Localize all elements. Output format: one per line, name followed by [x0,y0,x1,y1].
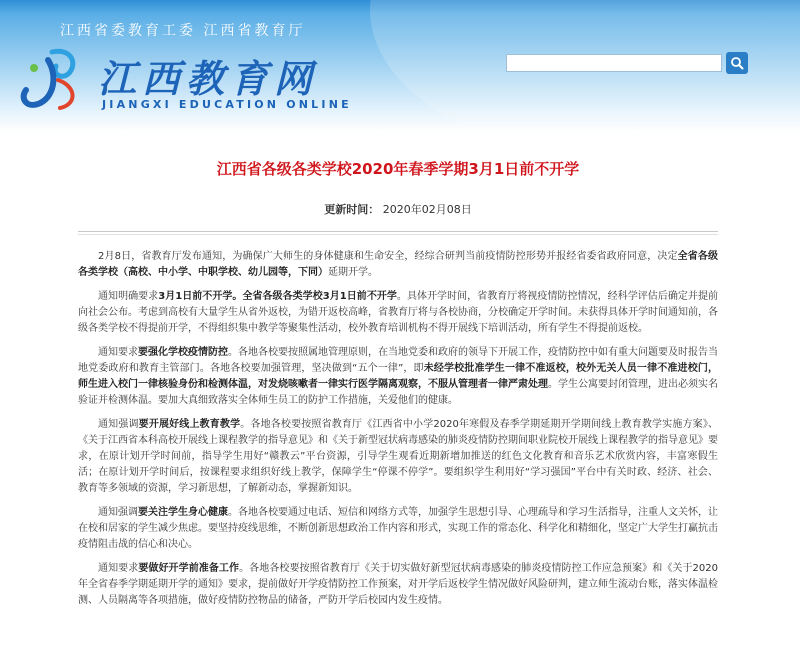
paragraph-text: 。各地各校要按照省教育厅《江西省中小学2020年寒假及春季学期延期开学期间线上教育教学实施方案》、《关于江西省本科高校开展线上课程教学的指导意见》和《关于新型冠状病毒感染的肺炎疫情防控期间职业院校开展线上课程教学的指导意见》要求，在原计划开学时间前，指导学生用好“赣教云”平台资源，引导学生观看近期新增加推送的红色文化教育和音乐艺术欣赏内容，丰富寒假生活；在原计划开学时间后，按课程要求组织好线上教学，保障学生“停课不停学”。要组织学生利用好“学习强国”平台中有关时政、经济、社会、教育等多领域的资源，学习新思想，了解新动态，掌握新知识。 [78,419,719,494]
paragraph-text: 。各地各校要按照省教育厅《关于切实做好新型冠状病毒感染的肺炎疫情防控工作应急预案》和《关于2020年全省春季学期延期开学的通知》要求，提前做好开学疫情防控工作预案，对开学后返校学生情况做好风险研判，建立师生流动台账，落实体温检测、人员隔离等各项措施，做好疫情防控物品的储备，严防开学后校园内发生疫情。 [78,563,719,606]
search-input[interactable] [506,54,722,72]
article-paragraph [78,505,718,553]
update-time: 2020年02月08日 [382,203,472,216]
paragraph-bold-text: 全省各级各类学校（高校、中小学、中职学校、幼儿园等，下同） [78,251,718,278]
article-paragraph [78,289,718,337]
site-header [0,0,800,132]
site-subtitle: JIANGXI EDUCATION ONLINE [102,98,352,111]
article-title: 江西省各级各类学校2020年春季学期3月1日前不开学 [216,160,580,178]
paragraph-text: 。各地各校要通过电话、短信和网络方式等，加强学生思想引导、心理疏导和学习生活指导，注重人文关怀，让在校和居家的学生减少焦虑。要坚持疫线思维，不断创新思想政治工作内容和形式，实现工作的常态化、科学化和精细化，坚定广大学生打赢抗击疫情阻击战的信心和决心。 [78,507,718,550]
paragraph-bold-text: 要强化学校疫情防控 [138,347,228,358]
paragraph-text: 2月8日，省教育厅发布通知，为确保广大师生的身体健康和生命安全，经综合研判当前疫情防控形势并报经省委省政府同意，决定 [98,251,678,262]
article-meta [78,201,718,217]
paragraph-text: 通知要求 [98,347,138,358]
paragraph-text: 通知要求 [98,563,139,574]
article-paragraph [78,561,718,609]
paragraph-text: 。各地各校要按照属地管理原则，在当地党委和政府的领导下开展工作，疫情防控中如有重大问题要及时报告当地党委政府和教育主管部门。各地各校要加强管理，坚决做到“五个一律”，即 [78,347,718,374]
divider [78,234,718,235]
paragraph-bold-text: 要做好开学前准备工作 [138,563,240,574]
paragraph-bold-text: 要关注学生身心健康 [138,507,228,518]
org-line: 江西省委教育工委 江西省教育厅 [60,23,306,39]
divider [78,231,718,232]
article-paragraph [78,345,718,409]
paragraph-text: 通知强调 [98,507,138,518]
jiangxi-logo-icon[interactable] [18,46,80,112]
article-paragraph [78,417,718,497]
site-name-logo[interactable]: 江西教育网 [98,56,319,101]
article-body [78,249,718,609]
article-paragraph [78,249,718,281]
article-container [78,134,718,617]
paragraph-text: 通知强调 [98,419,139,430]
paragraph-text: 。学生公寓要封闭管理，进出必须实名验证并检测体温。要加大真细致落实全体师生员工的防护工作措施，关爱他们的健康。 [78,379,718,406]
paragraph-bold-text: 未经学校批准学生一律不准返校，校外无关人员一律不准进校门，师生进入校门一律核验身份和检测体温，对发烧咳嗽者一律实行医学隔离观察，不服从管理者一律严肃处理 [78,363,718,390]
paragraph-bold-text: 要开展好线上教育教学 [138,419,241,430]
paragraph-bold-text: 3月1日前不开学。全省各级各类学校3月1日前不开学 [158,291,397,302]
search-button[interactable] [726,52,748,74]
paragraph-text: 延期开学。 [328,267,378,278]
paragraph-text: 通知明确要求 [98,291,159,302]
update-label: 更新时间： [324,203,380,216]
search-icon [730,56,744,70]
paragraph-text: 。具体开学时间，省教育厅将视疫情防控情况，经科学评估后确定并提前向社会公布。考虑到高校有大量学生从省外返校，为错开返校高峰，省教育厅将与各校协商，分校确定开学时间。未获得具体开学时间通知前，各级各类学校不得提前开学，不得组织集中教学等聚集性活动，校外教育培训机构不得开展线下培训活动，所有学生不得提前返校。 [78,291,718,334]
